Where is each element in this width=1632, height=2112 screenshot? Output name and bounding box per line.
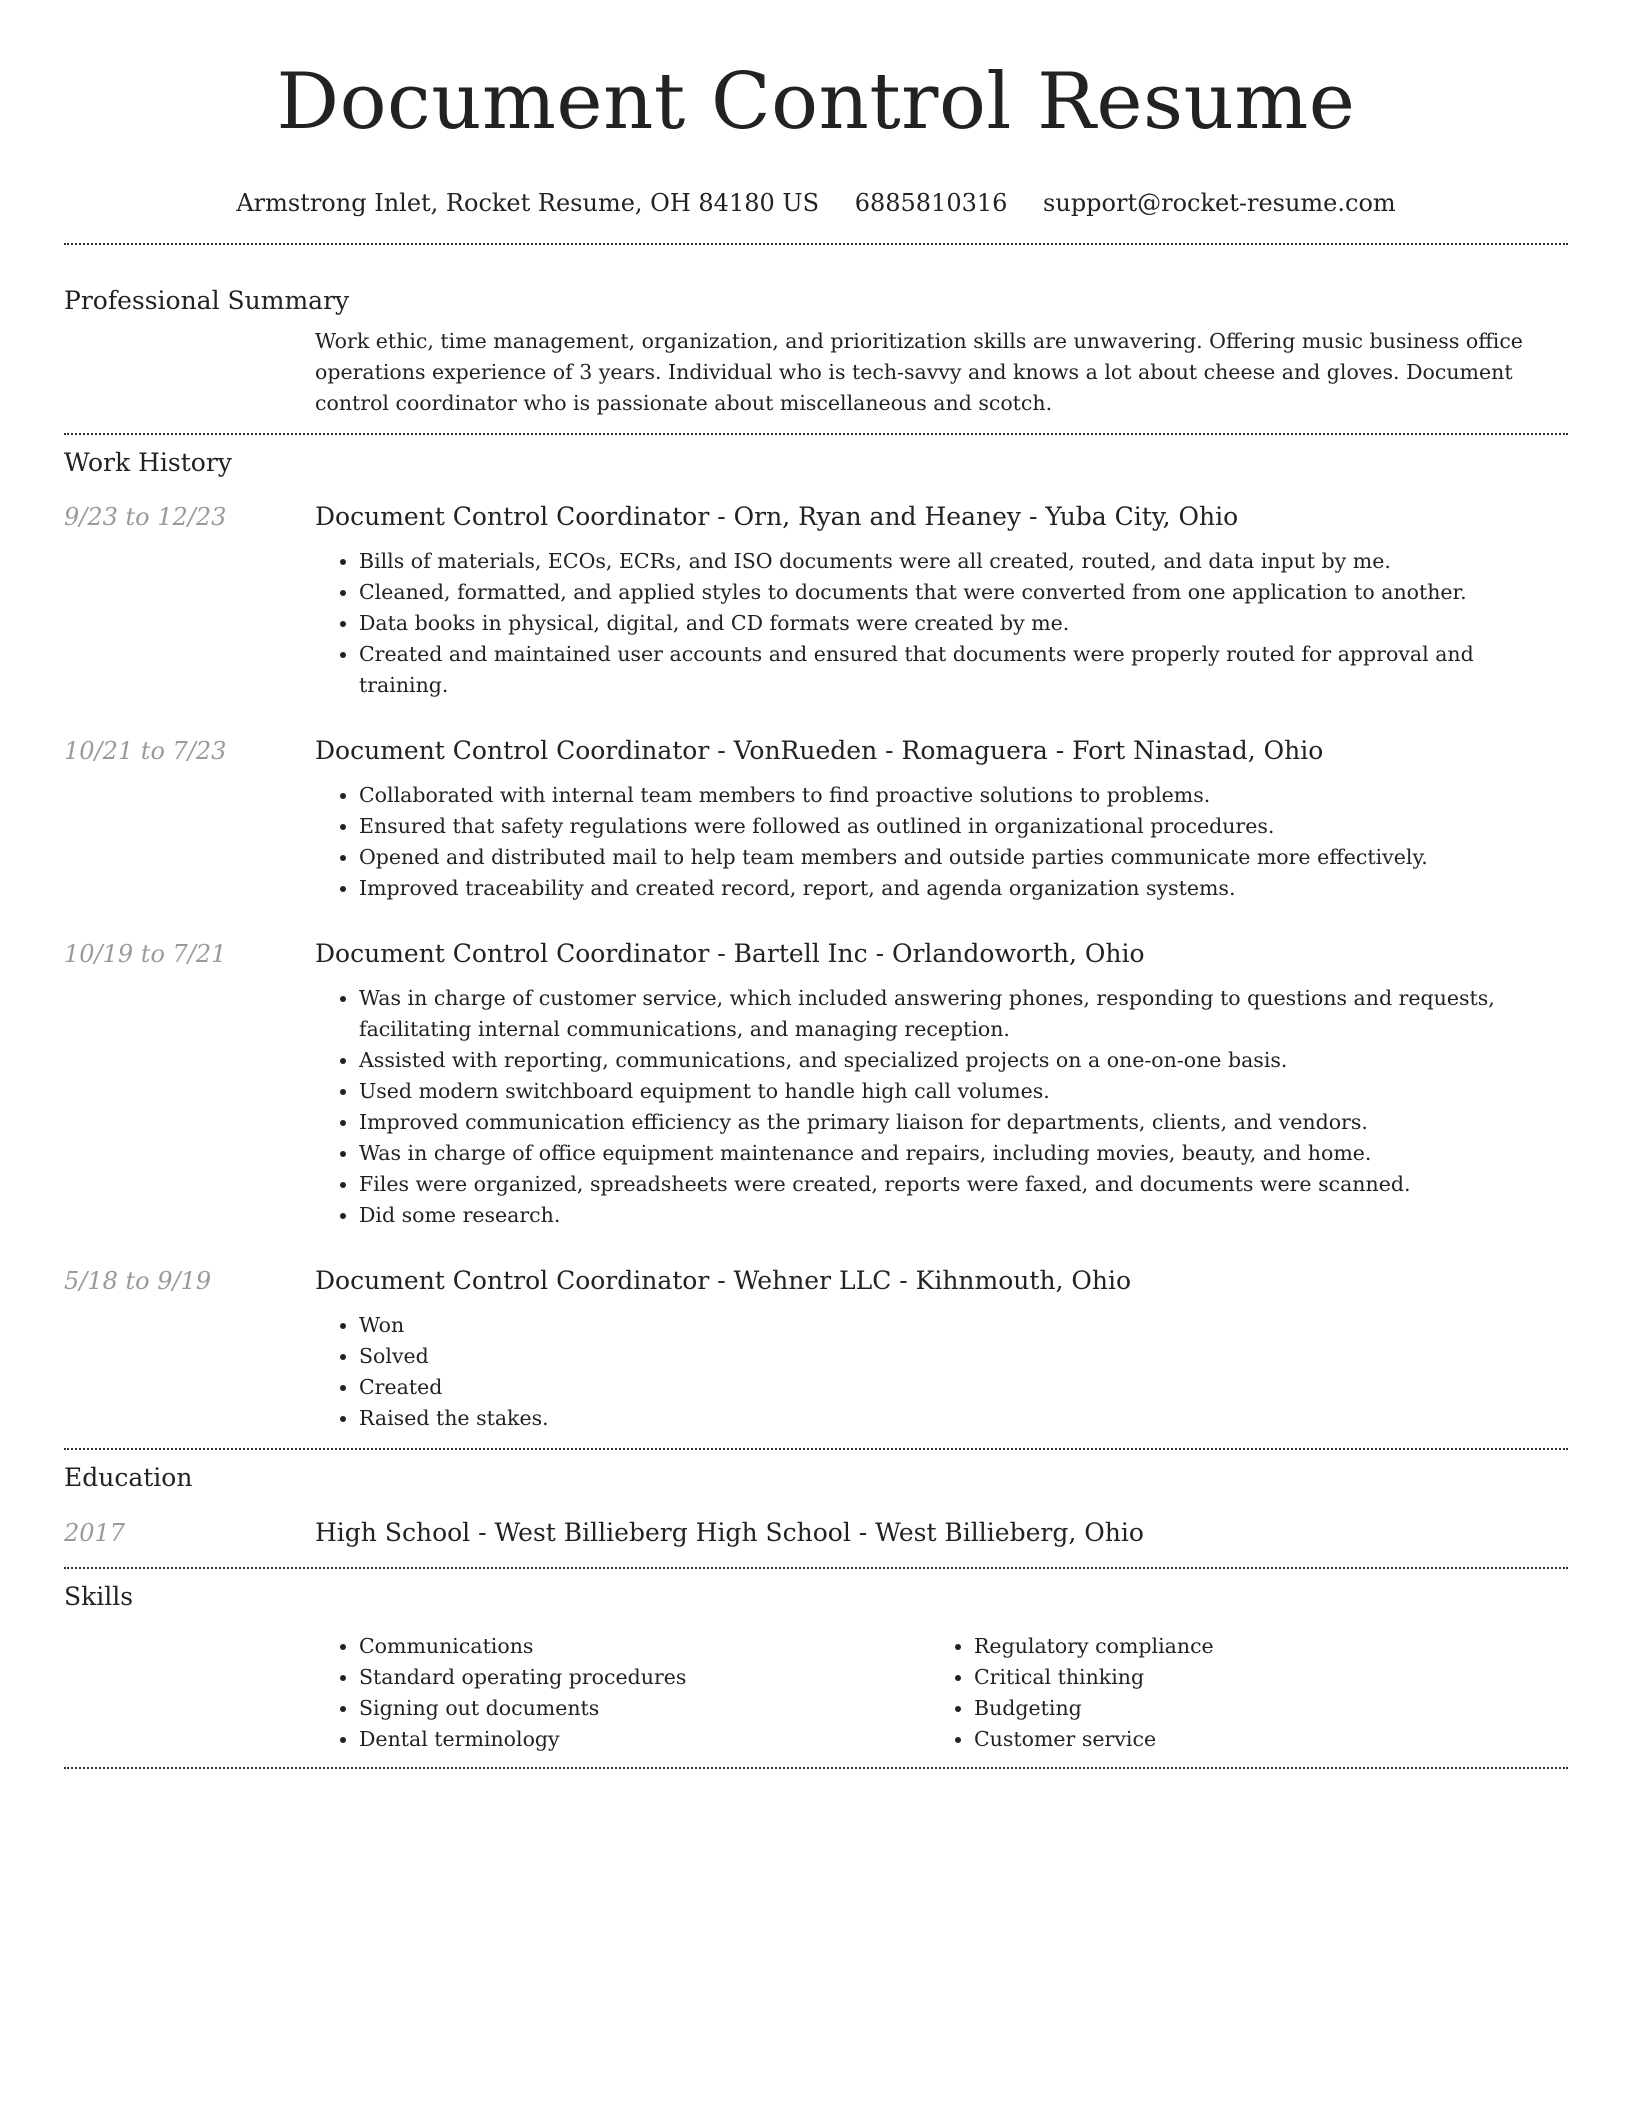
- job-bullet: • Created: [359, 1372, 1568, 1403]
- skill-item: • Signing out documents: [359, 1693, 930, 1724]
- education-date: 2017: [64, 1519, 126, 1547]
- job-heading: Document Control Coordinator - Wehner LLC - Kihnmouth, Ohio: [315, 1266, 1132, 1295]
- job-bullet: • Improved traceability and created record, report, and agenda organization systems.: [359, 873, 1568, 904]
- skills-list-left: [315, 1631, 930, 1755]
- job-bullet: • Files were organized, spreadsheets were created, reports were faxed, and documents were scanned.: [359, 1169, 1568, 1200]
- job-bullets: [315, 546, 1568, 701]
- job-content: [315, 500, 1568, 701]
- contact-address: Armstrong Inlet, Rocket Resume, OH 84180 US: [236, 189, 820, 217]
- job-dates: 9/23 to 12/23: [64, 503, 227, 531]
- job-content: [315, 937, 1568, 1231]
- skill-item: • Critical thinking: [974, 1662, 1545, 1693]
- skill-item: • Regulatory compliance: [974, 1631, 1545, 1662]
- summary-section: [64, 284, 1568, 419]
- skill-item: • Customer service: [974, 1724, 1545, 1755]
- job-bullet: • Improved communication efficiency as the primary liaison for departments, clients, and vendors.: [359, 1107, 1568, 1138]
- job-heading: Document Control Coordinator - Bartell Inc - Orlandoworth, Ohio: [315, 939, 1145, 968]
- work-history-section: [64, 446, 1568, 1434]
- education-divider: [64, 1567, 1568, 1569]
- work-history-heading: Work History: [64, 448, 232, 477]
- education-entry: [64, 1516, 1568, 1550]
- job-dates: 10/19 to 7/21: [64, 940, 227, 968]
- job-entry: [64, 1264, 1568, 1434]
- job-bullet: • Created and maintained user accounts and ensured that documents were properly routed for approval and training.: [359, 639, 1568, 701]
- summary-text: Work ethic, time management, organization, and prioritization skills are unwavering. Offering music business office operations experience of 3 years. Individual who is tech-savvy and knows a lot about cheese and gloves. Document control coordinator who is passionate about miscellaneous and scotch.: [315, 329, 1523, 415]
- contact-email: support@rocket-resume.com: [1043, 189, 1396, 217]
- skills-columns: [315, 1631, 1568, 1755]
- job-bullet: • Used modern switchboard equipment to handle high call volumes.: [359, 1076, 1568, 1107]
- header-divider: [64, 243, 1568, 245]
- skill-item: • Communications: [359, 1631, 930, 1662]
- job-bullet: • Collaborated with internal team members to find proactive solutions to problems.: [359, 780, 1568, 811]
- job-bullet: • Did some research.: [359, 1200, 1568, 1231]
- skills-list-right: [930, 1631, 1545, 1755]
- job-entry: [64, 500, 1568, 701]
- job-content: [315, 734, 1568, 904]
- education-section: [64, 1461, 1568, 1550]
- job-bullets: [315, 780, 1568, 904]
- skill-item: • Dental terminology: [359, 1724, 930, 1755]
- job-bullet: • Opened and distributed mail to help team members and outside parties communicate more effectively.: [359, 842, 1568, 873]
- job-bullet: • Raised the stakes.: [359, 1403, 1568, 1434]
- job-bullet: • Assisted with reporting, communications, and specialized projects on a one-on-one basis.: [359, 1045, 1568, 1076]
- summary-heading: Professional Summary: [64, 286, 350, 315]
- job-heading: Document Control Coordinator - Orn, Ryan and Heaney - Yuba City, Ohio: [315, 502, 1239, 531]
- summary-divider: [64, 433, 1568, 435]
- skills-divider: [64, 1767, 1568, 1769]
- skill-item: • Standard operating procedures: [359, 1662, 930, 1693]
- contact-line: [64, 186, 1568, 220]
- job-bullet: • Cleaned, formatted, and applied styles to documents that were converted from one application to another.: [359, 577, 1568, 608]
- job-entry: [64, 734, 1568, 904]
- work-divider: [64, 1448, 1568, 1450]
- work-history-list: [64, 500, 1568, 1434]
- job-content: [315, 1264, 1568, 1434]
- skills-section: [64, 1580, 1568, 1755]
- job-entry: [64, 937, 1568, 1231]
- contact-phone: 6885810316: [854, 189, 1008, 217]
- job-bullet: • Solved: [359, 1341, 1568, 1372]
- job-bullet: • Was in charge of office equipment maintenance and repairs, including movies, beauty, and home.: [359, 1138, 1568, 1169]
- job-bullet: • Won: [359, 1310, 1568, 1341]
- job-bullet: • Bills of materials, ECOs, ECRs, and ISO documents were all created, routed, and data input by me.: [359, 546, 1568, 577]
- job-bullets: [315, 1310, 1568, 1434]
- education-heading-text: High School - West Billieberg High School - West Billieberg, Ohio: [315, 1518, 1144, 1547]
- job-bullets: [315, 983, 1568, 1231]
- job-dates: 10/21 to 7/23: [64, 737, 227, 765]
- job-bullet: • Data books in physical, digital, and CD formats were created by me.: [359, 608, 1568, 639]
- job-heading: Document Control Coordinator - VonRueden - Romaguera - Fort Ninastad, Ohio: [315, 736, 1324, 765]
- education-heading: Education: [64, 1463, 193, 1492]
- skill-item: • Budgeting: [974, 1693, 1545, 1724]
- skills-heading: Skills: [64, 1582, 134, 1611]
- job-dates: 5/18 to 9/19: [64, 1267, 212, 1295]
- resume-title: Document Control Resume: [276, 57, 1356, 147]
- job-bullet: • Ensured that safety regulations were followed as outlined in organizational procedures.: [359, 811, 1568, 842]
- job-bullet: • Was in charge of customer service, which included answering phones, responding to questions and requests, facilitating internal communications, and managing reception.: [359, 983, 1568, 1045]
